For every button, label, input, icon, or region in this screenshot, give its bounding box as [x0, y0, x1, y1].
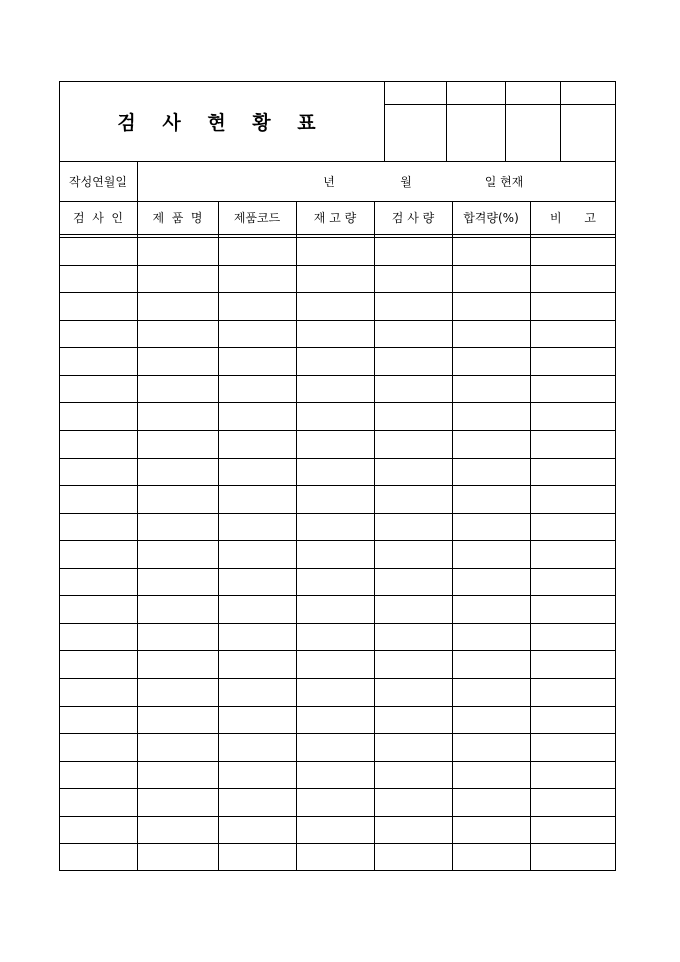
table-cell-inspector[interactable]	[60, 321, 137, 348]
table-cell-inspector[interactable]	[60, 459, 137, 486]
table-cell-product-code[interactable]	[219, 817, 296, 844]
table-cell-inspector[interactable]	[60, 569, 137, 596]
table-cell-remarks[interactable]	[531, 624, 616, 651]
table-cell-passed-qty[interactable]	[453, 569, 530, 596]
header-product-name: 제 품 명	[152, 211, 203, 225]
table-cell-product-name[interactable]	[138, 459, 218, 486]
table-cell-remarks[interactable]	[531, 817, 616, 844]
table-cell-remarks[interactable]	[531, 762, 616, 789]
table-cell-stock-qty[interactable]	[297, 734, 374, 761]
table-cell-remarks[interactable]	[531, 569, 616, 596]
table-cell-inspector[interactable]	[60, 514, 137, 541]
table-cell-passed-qty[interactable]	[453, 762, 530, 789]
table-cell-product-name[interactable]	[138, 762, 218, 789]
table-cell-product-code[interactable]	[219, 403, 296, 430]
table-cell-inspector[interactable]	[60, 238, 137, 265]
table-cell-inspected-qty[interactable]	[375, 596, 452, 623]
table-cell-remarks[interactable]	[531, 486, 616, 513]
table-cell-stock-qty[interactable]	[297, 707, 374, 734]
table-cell-remarks[interactable]	[531, 844, 616, 871]
table-cell-stock-qty[interactable]	[297, 348, 374, 375]
table-cell-stock-qty[interactable]	[297, 321, 374, 348]
inspection-status-form	[59, 81, 616, 871]
table-cell-stock-qty[interactable]	[297, 403, 374, 430]
table-cell-inspected-qty[interactable]	[375, 431, 452, 458]
table-cell-stock-qty[interactable]	[297, 266, 374, 293]
table-cell-product-name[interactable]	[138, 431, 218, 458]
table-cell-remarks[interactable]	[531, 734, 616, 761]
table-cell-passed-qty[interactable]	[453, 596, 530, 623]
table-cell-inspected-qty[interactable]	[375, 651, 452, 678]
table-cell-product-name[interactable]	[138, 321, 218, 348]
table-cell-remarks[interactable]	[531, 348, 616, 375]
header-stock-qty: 재 고 량	[313, 211, 357, 225]
table-cell-inspected-qty[interactable]	[375, 348, 452, 375]
table-cell-inspector[interactable]	[60, 403, 137, 430]
table-cell-product-name[interactable]	[138, 293, 218, 320]
table-cell-inspected-qty[interactable]	[375, 817, 452, 844]
table-cell-product-code[interactable]	[219, 266, 296, 293]
year-label: 년	[323, 175, 335, 189]
approval-cell-1[interactable]	[385, 105, 446, 161]
table-cell-product-name[interactable]	[138, 541, 218, 568]
approval-cell-4[interactable]	[561, 105, 616, 161]
table-cell-product-code[interactable]	[219, 734, 296, 761]
table-cell-product-name[interactable]	[138, 707, 218, 734]
table-cell-product-code[interactable]	[219, 596, 296, 623]
table-cell-inspected-qty[interactable]	[375, 514, 452, 541]
table-cell-product-code[interactable]	[219, 238, 296, 265]
table-cell-stock-qty[interactable]	[297, 376, 374, 403]
table-cell-passed-qty[interactable]	[453, 376, 530, 403]
table-cell-product-code[interactable]	[219, 541, 296, 568]
table-cell-remarks[interactable]	[531, 376, 616, 403]
table-cell-passed-qty[interactable]	[453, 293, 530, 320]
table-cell-remarks[interactable]	[531, 403, 616, 430]
table-cell-passed-qty[interactable]	[453, 514, 530, 541]
table-cell-stock-qty[interactable]	[297, 789, 374, 816]
table-cell-product-name[interactable]	[138, 514, 218, 541]
table-cell-inspected-qty[interactable]	[375, 321, 452, 348]
table-cell-remarks[interactable]	[531, 679, 616, 706]
table-cell-remarks[interactable]	[531, 431, 616, 458]
day-label: 일 현재	[484, 175, 524, 189]
table-cell-inspector[interactable]	[60, 293, 137, 320]
table-cell-inspector[interactable]	[60, 817, 137, 844]
table-cell-inspected-qty[interactable]	[375, 789, 452, 816]
table-cell-product-code[interactable]	[219, 789, 296, 816]
table-cell-inspector[interactable]	[60, 844, 137, 871]
table-cell-inspected-qty[interactable]	[375, 624, 452, 651]
table-cell-remarks[interactable]	[531, 596, 616, 623]
table-cell-inspector[interactable]	[60, 431, 137, 458]
table-cell-product-name[interactable]	[138, 348, 218, 375]
table-cell-passed-qty[interactable]	[453, 734, 530, 761]
table-cell-inspected-qty[interactable]	[375, 707, 452, 734]
table-cell-stock-qty[interactable]	[297, 844, 374, 871]
table-cell-passed-qty[interactable]	[453, 707, 530, 734]
table-cell-product-name[interactable]	[138, 403, 218, 430]
table-cell-inspected-qty[interactable]	[375, 459, 452, 486]
table-cell-product-name[interactable]	[138, 789, 218, 816]
table-cell-stock-qty[interactable]	[297, 762, 374, 789]
header-bottom-rule	[59, 234, 616, 235]
table-cell-inspected-qty[interactable]	[375, 541, 452, 568]
table-cell-product-name[interactable]	[138, 266, 218, 293]
table-cell-passed-qty[interactable]	[453, 651, 530, 678]
table-cell-remarks[interactable]	[531, 293, 616, 320]
table-cell-inspector[interactable]	[60, 651, 137, 678]
header-inspector: 검 사 인	[72, 211, 124, 225]
table-cell-inspected-qty[interactable]	[375, 734, 452, 761]
table-cell-passed-qty[interactable]	[453, 817, 530, 844]
table-cell-passed-qty[interactable]	[453, 266, 530, 293]
table-cell-passed-qty[interactable]	[453, 238, 530, 265]
table-cell-inspected-qty[interactable]	[375, 679, 452, 706]
table-cell-passed-qty[interactable]	[453, 459, 530, 486]
table-cell-product-code[interactable]	[219, 348, 296, 375]
table-cell-remarks[interactable]	[531, 541, 616, 568]
table-cell-stock-qty[interactable]	[297, 431, 374, 458]
table-cell-inspected-qty[interactable]	[375, 844, 452, 871]
table-cell-stock-qty[interactable]	[297, 238, 374, 265]
table-cell-stock-qty[interactable]	[297, 459, 374, 486]
table-cell-passed-qty[interactable]	[453, 624, 530, 651]
table-cell-product-code[interactable]	[219, 679, 296, 706]
table-cell-inspector[interactable]	[60, 486, 137, 513]
table-cell-product-name[interactable]	[138, 734, 218, 761]
table-cell-inspected-qty[interactable]	[375, 293, 452, 320]
table-cell-product-code[interactable]	[219, 293, 296, 320]
table-cell-product-code[interactable]	[219, 569, 296, 596]
table-cell-product-name[interactable]	[138, 596, 218, 623]
header-passed-qty: 합격량(%)	[463, 211, 519, 225]
table-cell-stock-qty[interactable]	[297, 679, 374, 706]
table-cell-passed-qty[interactable]	[453, 348, 530, 375]
month-label: 월	[400, 175, 412, 189]
table-cell-stock-qty[interactable]	[297, 624, 374, 651]
table-cell-product-name[interactable]	[138, 651, 218, 678]
approval-cell-2[interactable]	[447, 105, 505, 161]
table-cell-product-name[interactable]	[138, 817, 218, 844]
table-cell-stock-qty[interactable]	[297, 514, 374, 541]
table-cell-passed-qty[interactable]	[453, 679, 530, 706]
approval-cell-3[interactable]	[506, 105, 560, 161]
table-cell-passed-qty[interactable]	[453, 486, 530, 513]
table-cell-passed-qty[interactable]	[453, 403, 530, 430]
form-title: 검 사 현 황 표	[117, 111, 326, 134]
table-cell-product-code[interactable]	[219, 707, 296, 734]
table-cell-inspected-qty[interactable]	[375, 266, 452, 293]
table-cell-remarks[interactable]	[531, 651, 616, 678]
table-cell-inspected-qty[interactable]	[375, 238, 452, 265]
table-cell-stock-qty[interactable]	[297, 817, 374, 844]
table-cell-inspector[interactable]	[60, 541, 137, 568]
table-cell-remarks[interactable]	[531, 514, 616, 541]
table-cell-product-code[interactable]	[219, 376, 296, 403]
table-cell-inspected-qty[interactable]	[375, 486, 452, 513]
table-cell-inspector[interactable]	[60, 266, 137, 293]
table-cell-inspected-qty[interactable]	[375, 403, 452, 430]
table-cell-product-code[interactable]	[219, 431, 296, 458]
table-cell-remarks[interactable]	[531, 266, 616, 293]
table-cell-remarks[interactable]	[531, 707, 616, 734]
table-cell-remarks[interactable]	[531, 238, 616, 265]
table-cell-product-name[interactable]	[138, 679, 218, 706]
table-cell-stock-qty[interactable]	[297, 596, 374, 623]
table-cell-inspector[interactable]	[60, 762, 137, 789]
table-cell-passed-qty[interactable]	[453, 431, 530, 458]
table-cell-stock-qty[interactable]	[297, 486, 374, 513]
date-row-label: 작성연월일	[69, 175, 127, 189]
table-cell-stock-qty[interactable]	[297, 569, 374, 596]
table-cell-inspector[interactable]	[60, 789, 137, 816]
table-cell-product-code[interactable]	[219, 514, 296, 541]
table-cell-remarks[interactable]	[531, 321, 616, 348]
header-remarks: 비 고	[549, 211, 597, 225]
table-cell-inspected-qty[interactable]	[375, 376, 452, 403]
table-cell-inspected-qty[interactable]	[375, 569, 452, 596]
table-cell-inspector[interactable]	[60, 734, 137, 761]
table-cell-product-code[interactable]	[219, 651, 296, 678]
table-cell-inspector[interactable]	[60, 624, 137, 651]
table-cell-inspector[interactable]	[60, 679, 137, 706]
table-cell-remarks[interactable]	[531, 459, 616, 486]
table-cell-product-code[interactable]	[219, 321, 296, 348]
table-cell-stock-qty[interactable]	[297, 541, 374, 568]
table-cell-product-name[interactable]	[138, 486, 218, 513]
table-cell-stock-qty[interactable]	[297, 651, 374, 678]
table-cell-passed-qty[interactable]	[453, 844, 530, 871]
table-cell-product-code[interactable]	[219, 624, 296, 651]
table-cell-product-name[interactable]	[138, 238, 218, 265]
table-cell-remarks[interactable]	[531, 789, 616, 816]
table-cell-product-name[interactable]	[138, 376, 218, 403]
table-cell-product-code[interactable]	[219, 762, 296, 789]
table-cell-inspector[interactable]	[60, 707, 137, 734]
table-cell-passed-qty[interactable]	[453, 321, 530, 348]
table-cell-product-name[interactable]	[138, 844, 218, 871]
table-cell-stock-qty[interactable]	[297, 293, 374, 320]
table-cell-passed-qty[interactable]	[453, 789, 530, 816]
table-cell-inspector[interactable]	[60, 348, 137, 375]
table-cell-inspected-qty[interactable]	[375, 762, 452, 789]
table-cell-passed-qty[interactable]	[453, 541, 530, 568]
table-cell-inspector[interactable]	[60, 376, 137, 403]
table-cell-product-code[interactable]	[219, 486, 296, 513]
table-cell-product-code[interactable]	[219, 459, 296, 486]
table-cell-product-name[interactable]	[138, 569, 218, 596]
table-cell-inspector[interactable]	[60, 596, 137, 623]
table-cell-product-name[interactable]	[138, 624, 218, 651]
table-cell-product-code[interactable]	[219, 844, 296, 871]
header-inspected-qty: 검 사 량	[391, 211, 435, 225]
header-product-code: 제품코드	[233, 211, 281, 225]
